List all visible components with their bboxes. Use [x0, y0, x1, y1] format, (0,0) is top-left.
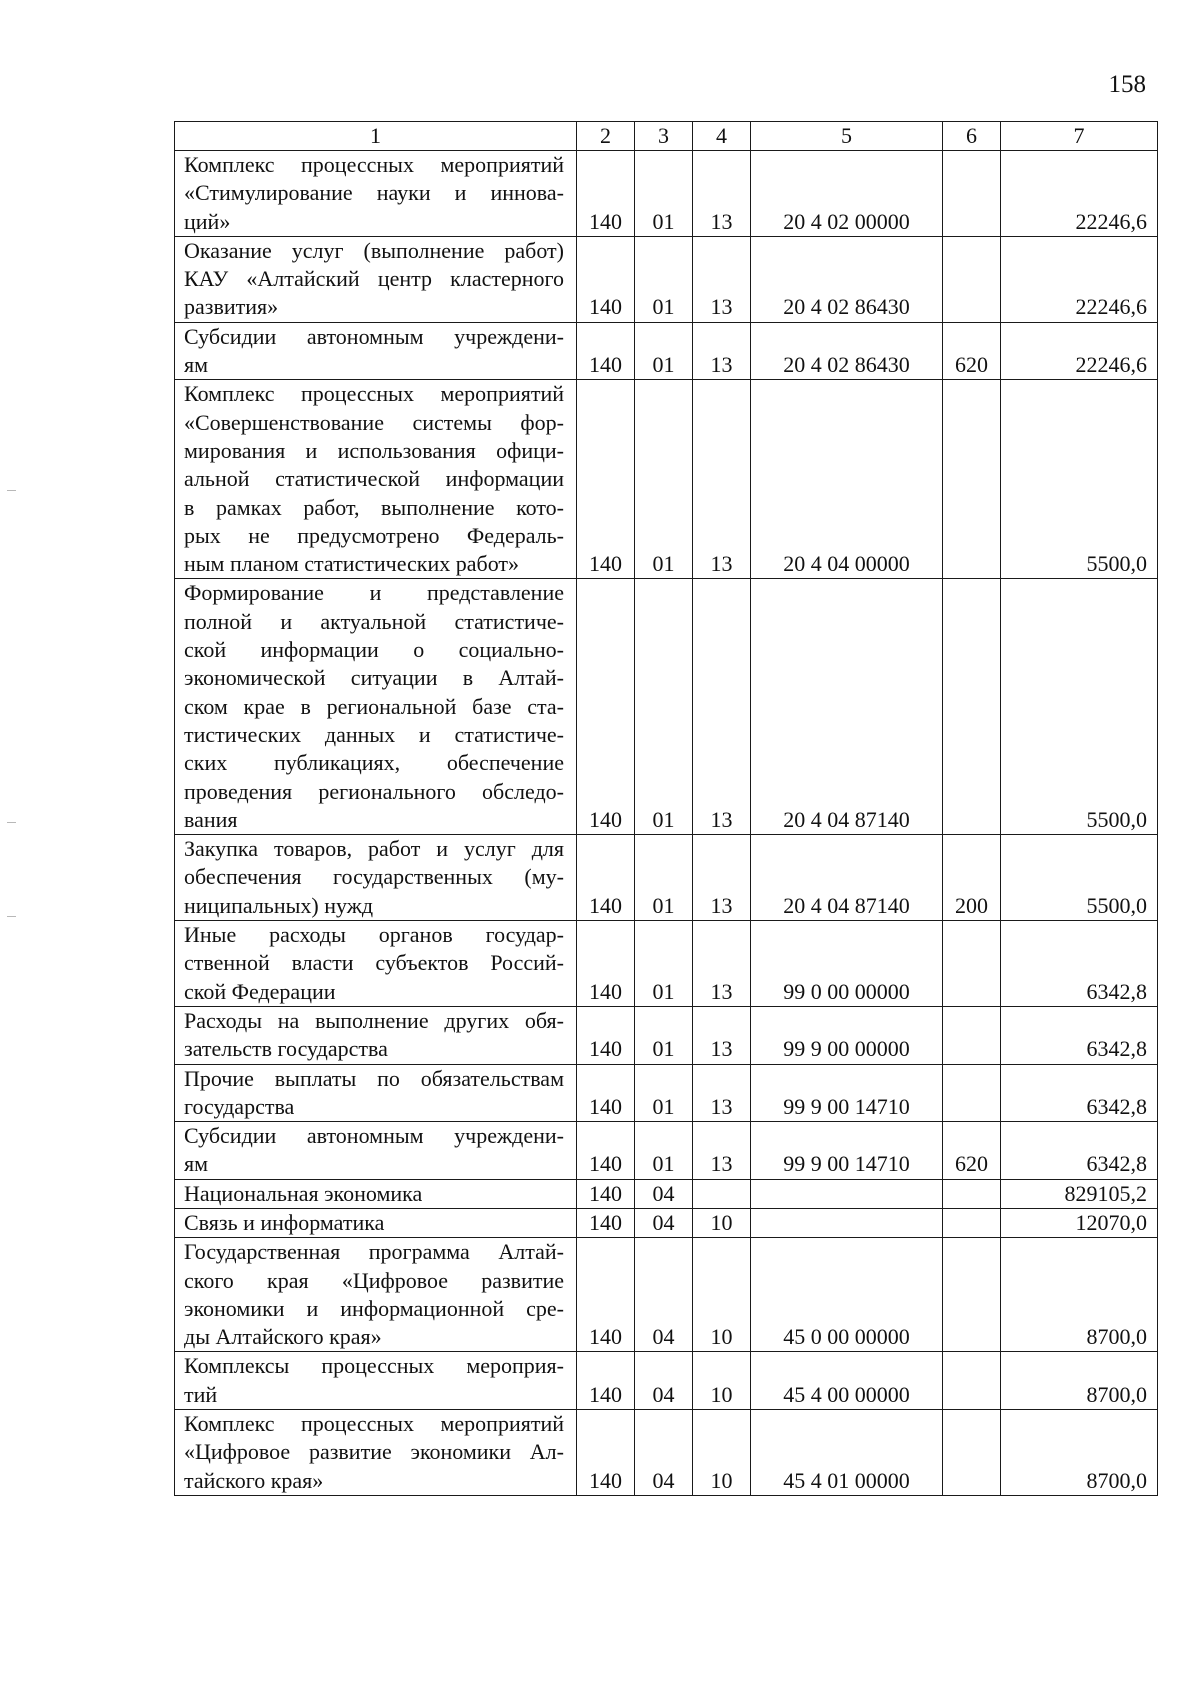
expense-name-line: ниципальных) нужд [184, 892, 374, 918]
column-number-header-row [175, 122, 1158, 151]
table-row [175, 1352, 1158, 1410]
expense-name-line: ском крае в региональной базе ста- [184, 693, 564, 719]
section-code-cell: 04 [635, 1410, 693, 1496]
department-code-cell: 140 [577, 1179, 635, 1208]
expense-name-line: Субсидии автономным учреждени- [184, 323, 564, 349]
expense-name-line: ным планом статистических работ» [184, 551, 520, 577]
expense-name-cell [175, 1352, 577, 1410]
target-article-cell: 99 9 00 14710 [751, 1064, 943, 1122]
expense-name-line: мирования и использования офици- [184, 437, 564, 463]
expense-name-line: ского края «Цифровое развитие [184, 1267, 564, 1293]
amount-cell: 22246,6 [1001, 151, 1158, 237]
section-code-cell: 01 [635, 380, 693, 579]
expense-type-cell [943, 1064, 1001, 1122]
subsection-code-cell: 13 [693, 322, 751, 380]
amount-cell: 829105,2 [1001, 1179, 1158, 1208]
scan-margin-mark [7, 916, 16, 917]
expense-name-line: ских публикациях, обеспечение [184, 750, 564, 776]
expense-name-line: зательств государства [184, 1036, 388, 1062]
expense-type-cell [943, 1006, 1001, 1064]
expense-name-line: КАУ «Алтайский центр кластерного [184, 266, 564, 292]
table-row [175, 380, 1158, 579]
section-code-cell: 01 [635, 1064, 693, 1122]
expense-name-line: ской информации о социально- [184, 637, 564, 663]
expense-name-line: в рамках работ, выполнение кото- [184, 494, 564, 520]
expense-name-line: тий [184, 1381, 218, 1407]
amount-cell: 8700,0 [1001, 1238, 1158, 1352]
expense-type-cell: 620 [943, 322, 1001, 380]
scan-margin-mark [7, 490, 16, 491]
target-article-cell: 99 9 00 14710 [751, 1122, 943, 1180]
expense-name-line: Связь и информатика [184, 1209, 385, 1235]
section-code-cell: 01 [635, 1006, 693, 1064]
section-code-cell: 01 [635, 1122, 693, 1180]
expense-type-cell [943, 1410, 1001, 1496]
subsection-code-cell: 13 [693, 151, 751, 237]
expense-name-cell [175, 151, 577, 237]
column-header-6: 6 [943, 122, 1001, 151]
amount-cell: 22246,6 [1001, 236, 1158, 322]
department-code-cell: 140 [577, 151, 635, 237]
expense-name-line: «Совершенствование системы фор- [184, 409, 564, 435]
column-header-7: 7 [1001, 122, 1158, 151]
department-code-cell: 140 [577, 921, 635, 1007]
expense-name-cell [175, 322, 577, 380]
expense-type-cell [943, 151, 1001, 237]
expense-type-cell [943, 579, 1001, 835]
amount-cell: 6342,8 [1001, 1122, 1158, 1180]
table-row [175, 1179, 1158, 1208]
expense-type-cell [943, 380, 1001, 579]
target-article-cell: 45 0 00 00000 [751, 1238, 943, 1352]
section-code-cell: 04 [635, 1208, 693, 1237]
expense-name-line: Субсидии автономным учреждени- [184, 1123, 564, 1149]
expense-name-line: ям [184, 1151, 209, 1177]
expense-name-cell [175, 1410, 577, 1496]
expense-name-line: альной статистической информации [184, 466, 564, 492]
department-code-cell: 140 [577, 579, 635, 835]
department-code-cell: 140 [577, 1122, 635, 1180]
expense-name-line: Государственная программа Алтай- [184, 1239, 564, 1265]
expense-name-cell [175, 1179, 577, 1208]
scan-margin-mark [7, 822, 16, 823]
expense-name-cell [175, 835, 577, 921]
expense-name-line: Оказание услуг (выполнение работ) [184, 237, 564, 263]
expense-type-cell [943, 1208, 1001, 1237]
column-header-5: 5 [751, 122, 943, 151]
section-code-cell: 01 [635, 579, 693, 835]
table-row [175, 236, 1158, 322]
budget-table [174, 121, 1158, 1496]
target-article-cell: 99 9 00 00000 [751, 1006, 943, 1064]
subsection-code-cell: 13 [693, 380, 751, 579]
expense-name-line: Закупка товаров, работ и услуг для [184, 836, 564, 862]
target-article-cell: 20 4 02 86430 [751, 236, 943, 322]
expense-name-line: государства [184, 1093, 295, 1119]
amount-cell: 8700,0 [1001, 1352, 1158, 1410]
subsection-code-cell: 13 [693, 921, 751, 1007]
expense-name-cell [175, 1238, 577, 1352]
expense-name-line: Комплекс процессных мероприятий [184, 381, 564, 407]
amount-cell: 6342,8 [1001, 1006, 1158, 1064]
table-row [175, 835, 1158, 921]
table-row [175, 1208, 1158, 1237]
expense-name-line: «Стимулирование науки и иннова- [184, 180, 564, 206]
department-code-cell: 140 [577, 1006, 635, 1064]
column-header-1: 1 [175, 122, 577, 151]
target-article-cell: 20 4 04 87140 [751, 835, 943, 921]
target-article-cell [751, 1179, 943, 1208]
section-code-cell: 01 [635, 322, 693, 380]
expense-name-cell [175, 380, 577, 579]
subsection-code-cell: 10 [693, 1208, 751, 1237]
table-row [175, 322, 1158, 380]
expense-name-line: Расходы на выполнение других обя- [184, 1007, 564, 1033]
expense-name-cell [175, 1208, 577, 1237]
section-code-cell: 01 [635, 835, 693, 921]
expense-name-cell [175, 1064, 577, 1122]
subsection-code-cell [693, 1179, 751, 1208]
amount-cell: 6342,8 [1001, 1064, 1158, 1122]
expense-name-line: обеспечения государственных (му- [184, 864, 564, 890]
expense-name-line: Комплекс процессных мероприятий [184, 152, 564, 177]
department-code-cell: 140 [577, 1064, 635, 1122]
subsection-code-cell: 13 [693, 1122, 751, 1180]
section-code-cell: 04 [635, 1179, 693, 1208]
expense-type-cell: 620 [943, 1122, 1001, 1180]
table-row [175, 579, 1158, 835]
target-article-cell: 20 4 04 87140 [751, 579, 943, 835]
amount-cell: 5500,0 [1001, 380, 1158, 579]
department-code-cell: 140 [577, 1410, 635, 1496]
table-row [175, 1122, 1158, 1180]
target-article-cell: 99 0 00 00000 [751, 921, 943, 1007]
target-article-cell [751, 1208, 943, 1237]
expense-type-cell [943, 1179, 1001, 1208]
expense-name-cell [175, 1122, 577, 1180]
amount-cell: 12070,0 [1001, 1208, 1158, 1237]
amount-cell: 5500,0 [1001, 579, 1158, 835]
target-article-cell: 20 4 02 86430 [751, 322, 943, 380]
expense-name-line: ственной власти субъектов Россий- [184, 950, 564, 976]
department-code-cell: 140 [577, 236, 635, 322]
table-body [175, 122, 1158, 1496]
expense-name-line: тайского края» [184, 1467, 324, 1493]
section-code-cell: 01 [635, 921, 693, 1007]
expense-type-cell [943, 236, 1001, 322]
subsection-code-cell: 13 [693, 579, 751, 835]
target-article-cell: 45 4 00 00000 [751, 1352, 943, 1410]
subsection-code-cell: 10 [693, 1352, 751, 1410]
expense-name-line: Комплексы процессных мероприя- [184, 1353, 564, 1379]
department-code-cell: 140 [577, 322, 635, 380]
expense-name-line: экономики и информационной сре- [184, 1295, 564, 1321]
expense-type-cell [943, 1352, 1001, 1410]
subsection-code-cell: 13 [693, 1064, 751, 1122]
subsection-code-cell: 13 [693, 1006, 751, 1064]
page-number: 158 [1108, 71, 1146, 98]
subsection-code-cell: 13 [693, 236, 751, 322]
section-code-cell: 04 [635, 1352, 693, 1410]
column-header-4: 4 [693, 122, 751, 151]
expense-name-cell [175, 1006, 577, 1064]
expense-name-line: проведения регионального обследо- [184, 778, 564, 804]
expense-name-line: рых не предусмотрено Федераль- [184, 522, 564, 548]
expense-name-line: Формирование и представление [184, 580, 564, 606]
section-code-cell: 01 [635, 236, 693, 322]
table-row [175, 1064, 1158, 1122]
expense-type-cell: 200 [943, 835, 1001, 921]
section-code-cell: 04 [635, 1238, 693, 1352]
section-code-cell: 01 [635, 151, 693, 237]
expense-name-cell [175, 236, 577, 322]
amount-cell: 22246,6 [1001, 322, 1158, 380]
expense-name-line: Национальная экономика [184, 1180, 423, 1206]
subsection-code-cell: 10 [693, 1410, 751, 1496]
expense-name-line: Прочие выплаты по обязательствам [184, 1065, 564, 1091]
target-article-cell: 45 4 01 00000 [751, 1410, 943, 1496]
column-header-2: 2 [577, 122, 635, 151]
amount-cell: 5500,0 [1001, 835, 1158, 921]
target-article-cell: 20 4 04 00000 [751, 380, 943, 579]
department-code-cell: 140 [577, 380, 635, 579]
expense-name-line: тистических данных и статистиче- [184, 721, 564, 747]
expense-name-line: ской Федерации [184, 978, 336, 1004]
expense-name-line: ций» [184, 208, 231, 234]
amount-cell: 8700,0 [1001, 1410, 1158, 1496]
expense-name-line: полной и актуальной статистиче- [184, 608, 564, 634]
expense-name-line: экономической ситуации в Алтай- [184, 665, 564, 691]
target-article-cell: 20 4 02 00000 [751, 151, 943, 237]
department-code-cell: 140 [577, 1208, 635, 1237]
expense-name-cell [175, 579, 577, 835]
department-code-cell: 140 [577, 835, 635, 921]
amount-cell: 6342,8 [1001, 921, 1158, 1007]
expense-name-line: вания [184, 806, 238, 832]
expense-name-line: Комплекс процессных мероприятий [184, 1411, 564, 1437]
subsection-code-cell: 13 [693, 835, 751, 921]
expense-type-cell [943, 921, 1001, 1007]
table-row [175, 1006, 1158, 1064]
expense-name-line: ды Алтайского края» [184, 1324, 382, 1350]
expense-name-line: развития» [184, 294, 279, 320]
expense-name-cell [175, 921, 577, 1007]
department-code-cell: 140 [577, 1352, 635, 1410]
table-row [175, 921, 1158, 1007]
expense-type-cell [943, 1238, 1001, 1352]
expense-name-line: ям [184, 352, 209, 378]
column-header-3: 3 [635, 122, 693, 151]
table-row [175, 1238, 1158, 1352]
expense-name-line: «Цифровое развитие экономики Ал- [184, 1439, 564, 1465]
table-row [175, 1410, 1158, 1496]
subsection-code-cell: 10 [693, 1238, 751, 1352]
department-code-cell: 140 [577, 1238, 635, 1352]
expense-name-line: Иные расходы органов государ- [184, 922, 564, 948]
table-row [175, 151, 1158, 237]
